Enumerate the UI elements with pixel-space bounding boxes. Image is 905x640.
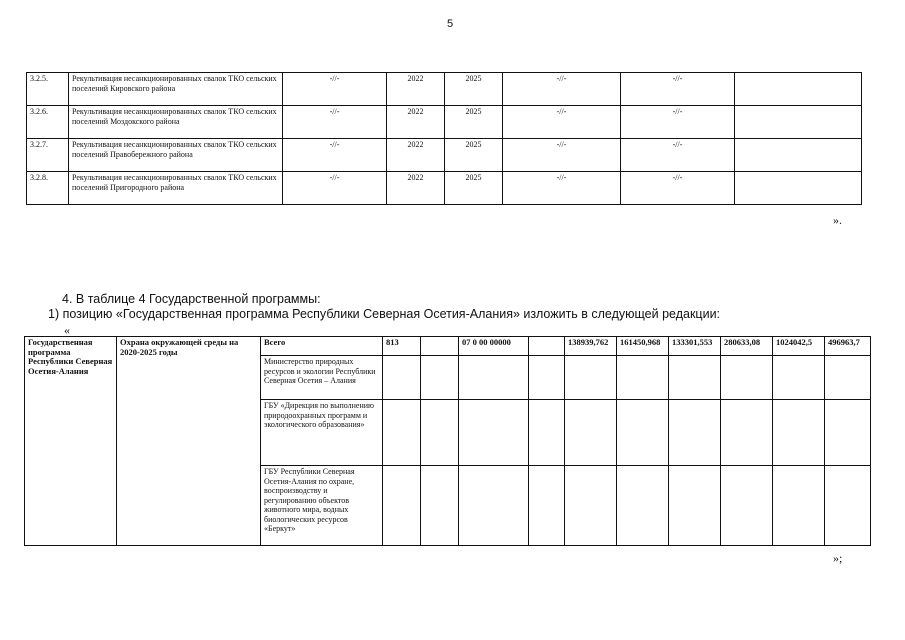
empty-cell <box>529 337 565 356</box>
activities-table <box>26 72 862 205</box>
grbs-cell: 813 <box>383 337 421 356</box>
cell-cell: -//- <box>283 73 387 106</box>
page-number: 5 <box>447 18 454 30</box>
year-start-cell: 2022 <box>387 172 445 205</box>
empty-cell <box>421 337 459 356</box>
value-cell: 138939,762 <box>565 337 617 356</box>
cell-cell <box>735 106 862 139</box>
cell-cell: -//- <box>503 106 621 139</box>
open-quote: « <box>64 323 70 337</box>
closing-quote-2: »; <box>833 551 843 565</box>
year-start-cell: 2022 <box>387 73 445 106</box>
executor-cell: ГБУ «Дирекция по выполнению природоохранных программ и экологического образования» <box>261 400 383 466</box>
closing-quote: ». <box>833 213 842 227</box>
cell-cell <box>735 172 862 205</box>
activity-text-cell: Рекультивация несанкционированных свалок ТКО сельских поселений Правобережного района <box>69 139 283 172</box>
program-name-cell: Государственная программа Республики Северная Осетия-Алания <box>25 337 117 546</box>
year-start-cell: 2022 <box>387 106 445 139</box>
num-cell: 3.2.5. <box>27 73 69 106</box>
table-row <box>27 172 862 205</box>
table-row <box>27 106 862 139</box>
cell-cell: -//- <box>283 172 387 205</box>
cell-cell: -//- <box>283 139 387 172</box>
value-cell: 161450,968 <box>617 337 669 356</box>
num-cell: 3.2.7. <box>27 139 69 172</box>
num-cell: 3.2.8. <box>27 172 69 205</box>
program-table <box>24 336 871 546</box>
year-end-cell: 2025 <box>445 172 503 205</box>
num-cell: 3.2.6. <box>27 106 69 139</box>
cell-cell: -//- <box>621 73 735 106</box>
activity-text-cell: Рекультивация несанкционированных свалок ТКО сельских поселений Пригородного района <box>69 172 283 205</box>
cell-cell: -//- <box>621 172 735 205</box>
cell-cell <box>735 73 862 106</box>
target-code-cell: 07 0 00 00000 <box>459 337 529 356</box>
cell-cell: -//- <box>621 139 735 172</box>
year-end-cell: 2025 <box>445 139 503 172</box>
value-cell: 280633,08 <box>721 337 773 356</box>
year-start-cell: 2022 <box>387 139 445 172</box>
table-row <box>27 73 862 106</box>
executor-cell: ГБУ Республики Северная Осетия-Алания по охране, воспроизводству и регулированию объектов животного мира, водных биологических ресурсов «Беркут» <box>261 466 383 546</box>
cell-cell <box>735 139 862 172</box>
cell-cell: -//- <box>503 139 621 172</box>
value-cell: 133301,553 <box>669 337 721 356</box>
total-label-cell: Всего <box>261 337 383 356</box>
section-heading: 4. В таблице 4 Государственной программы: <box>62 292 321 306</box>
cell-cell: -//- <box>283 106 387 139</box>
value-cell: 496963,7 <box>825 337 871 356</box>
value-cell: 1024042,5 <box>773 337 825 356</box>
cell-cell: -//- <box>621 106 735 139</box>
year-end-cell: 2025 <box>445 106 503 139</box>
cell-cell: -//- <box>503 172 621 205</box>
program-subject-cell: Охрана окружающей среды на 2020-2025 годы <box>117 337 261 546</box>
year-end-cell: 2025 <box>445 73 503 106</box>
activity-text-cell: Рекультивация несанкционированных свалок ТКО сельских поселений Моздокского района <box>69 106 283 139</box>
cell-cell: -//- <box>503 73 621 106</box>
executor-cell: Министерство природных ресурсов и экологии Республики Северная Осетия – Алания <box>261 356 383 400</box>
section-instruction: 1) позицию «Государственная программа Республики Северная Осетия-Алания» изложить в следующей редакции: <box>48 307 721 321</box>
table-row <box>27 139 862 172</box>
activity-text-cell: Рекультивация несанкционированных свалок ТКО сельских поселений Кировского района <box>69 73 283 106</box>
